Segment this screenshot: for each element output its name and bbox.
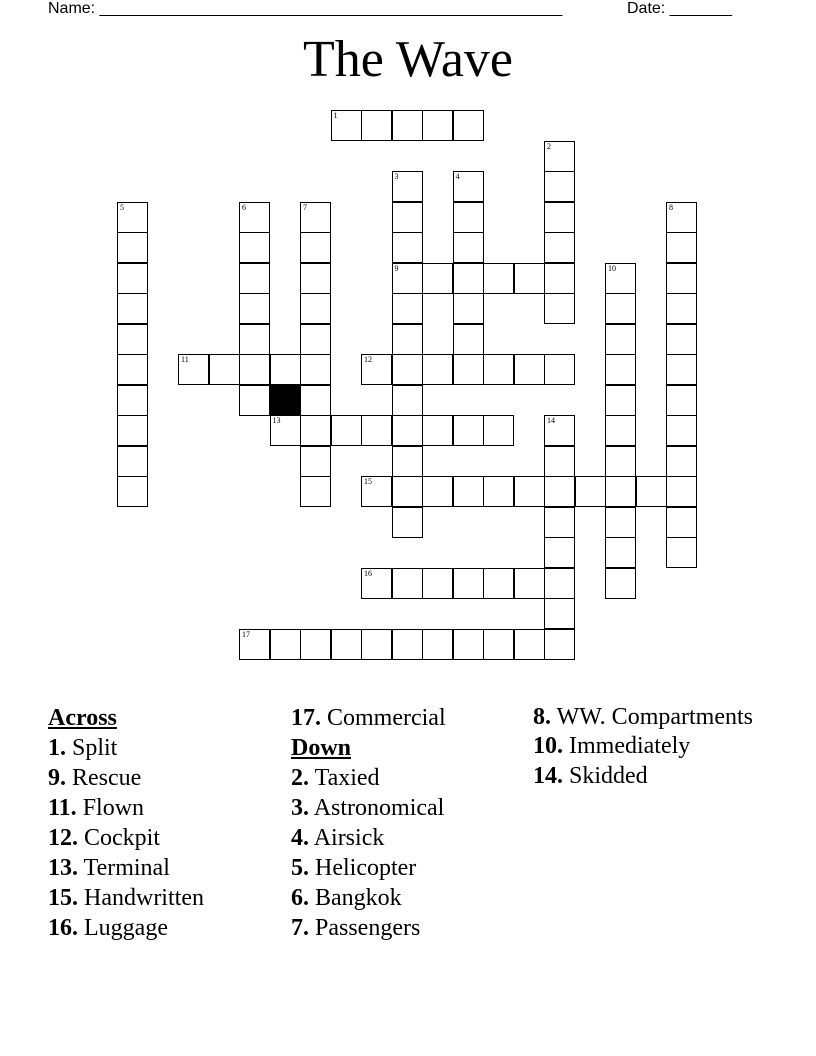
clue-down-6 — [291, 883, 526, 913]
clue-down-14 — [533, 761, 763, 791]
grid-cell[interactable] — [544, 141, 575, 172]
clue-down-4 — [291, 823, 526, 853]
grid-cell[interactable] — [117, 293, 148, 324]
clue-text: Skidded — [569, 763, 648, 789]
grid-cell[interactable] — [300, 232, 331, 263]
grid-cell[interactable] — [392, 263, 423, 294]
clue-number: 8. — [533, 704, 551, 730]
grid-cell[interactable] — [422, 110, 453, 141]
grid-cell[interactable] — [483, 568, 514, 599]
grid-cell[interactable] — [666, 202, 697, 233]
grid-cell[interactable] — [422, 629, 453, 660]
grid-cell[interactable] — [422, 354, 453, 385]
grid-cell[interactable] — [666, 263, 697, 294]
grid-cell[interactable] — [117, 415, 148, 446]
grid-cell[interactable] — [331, 415, 362, 446]
grid-cell[interactable] — [514, 476, 545, 507]
cell-number: 5 — [120, 202, 124, 212]
cell-number: 13 — [272, 416, 281, 425]
grid-cell[interactable] — [361, 476, 392, 507]
grid-cell[interactable] — [605, 507, 636, 538]
grid-cell[interactable] — [300, 385, 331, 416]
grid-cell[interactable] — [270, 629, 301, 660]
clue-text: Bangkok — [315, 885, 402, 911]
grid-cell[interactable] — [544, 476, 575, 507]
clue-down-2 — [291, 763, 526, 793]
clue-down-7 — [291, 913, 526, 943]
grid-cell[interactable] — [666, 293, 697, 324]
clue-across-16 — [48, 913, 283, 943]
clue-text: Commercial — [327, 705, 446, 731]
cell-number: 14 — [547, 416, 555, 425]
clue-number: 3. — [291, 795, 309, 821]
grid-cell[interactable] — [636, 476, 667, 507]
clue-text: Split — [72, 735, 118, 761]
grid-cell[interactable] — [392, 354, 423, 385]
clue-across-9 — [48, 763, 283, 793]
grid-cell[interactable] — [392, 446, 423, 477]
grid-cell[interactable] — [483, 354, 514, 385]
grid-cell[interactable] — [300, 415, 331, 446]
grid-cell[interactable] — [300, 629, 331, 660]
grid-cell[interactable] — [392, 324, 423, 355]
clue-text: Flown — [82, 795, 145, 821]
cell-number: 4 — [455, 172, 460, 181]
clue-across-1 — [48, 733, 283, 763]
grid-cell[interactable] — [544, 293, 575, 324]
clue-text: WW. Compartments — [556, 704, 753, 730]
cell-number: 17 — [242, 629, 250, 639]
grid-cell[interactable] — [300, 476, 331, 507]
grid-cell[interactable] — [544, 354, 575, 385]
grid-cell[interactable] — [605, 385, 636, 416]
grid-cell[interactable] — [361, 568, 392, 599]
down-heading: Down — [291, 735, 352, 761]
grid-cell[interactable] — [361, 110, 392, 141]
grid-cell[interactable] — [392, 385, 423, 416]
cell-number: 8 — [669, 202, 673, 212]
clue-text: Immediately — [569, 733, 691, 759]
grid-cell[interactable] — [300, 202, 331, 233]
grid-cell[interactable] — [453, 324, 484, 355]
grid-cell[interactable] — [666, 537, 697, 568]
clue-number: 13. — [48, 855, 78, 881]
clue-down-8 — [533, 703, 763, 731]
grid-cell[interactable] — [544, 446, 575, 477]
grid-cell[interactable] — [544, 598, 575, 629]
clue-number: 14. — [533, 763, 563, 789]
clue-text: Astronomical — [313, 795, 445, 821]
grid-cell[interactable] — [239, 324, 270, 355]
grid-cell[interactable] — [422, 415, 453, 446]
clue-number: 6. — [291, 885, 309, 911]
grid-cell[interactable] — [117, 202, 148, 233]
grid-cell[interactable] — [514, 354, 545, 385]
grid-cell[interactable] — [544, 507, 575, 538]
cell-number: 15 — [364, 477, 372, 486]
clue-column-3 — [533, 703, 763, 791]
grid-cell[interactable] — [453, 202, 484, 233]
grid-cell[interactable] — [453, 263, 484, 294]
grid-cell[interactable] — [453, 629, 484, 660]
grid-cell[interactable] — [514, 629, 545, 660]
grid-cell[interactable] — [544, 171, 575, 202]
grid-cell[interactable] — [666, 354, 697, 385]
grid-cell[interactable] — [392, 110, 423, 141]
clue-text: Luggage — [84, 915, 168, 941]
clue-number: 2. — [291, 765, 309, 791]
grid-cell[interactable] — [544, 629, 575, 660]
clue-down-10 — [533, 731, 763, 761]
grid-cell[interactable] — [666, 324, 697, 355]
clue-number: 15. — [48, 885, 78, 911]
grid-cell[interactable] — [392, 171, 423, 202]
grid-cell[interactable] — [392, 507, 423, 538]
grid-cell[interactable] — [666, 507, 697, 538]
grid-cell[interactable] — [605, 415, 636, 446]
grid-cell[interactable] — [575, 476, 606, 507]
grid-cell[interactable] — [117, 446, 148, 477]
grid-cell[interactable] — [514, 263, 545, 294]
clue-text: Cockpit — [84, 825, 160, 851]
clue-number: 9. — [48, 765, 66, 791]
cell-number: 9 — [394, 263, 399, 273]
grid-cell[interactable] — [453, 568, 484, 599]
clue-across-12 — [48, 823, 283, 853]
grid-cell[interactable] — [239, 263, 270, 294]
grid-cell[interactable] — [361, 415, 392, 446]
clue-across-13 — [48, 853, 283, 883]
grid-cell[interactable] — [666, 415, 697, 446]
clue-text: Airsick — [313, 825, 385, 851]
clue-number: 11. — [48, 795, 77, 821]
grid-cell[interactable] — [483, 629, 514, 660]
cell-number: 3 — [394, 172, 399, 181]
clue-number: 10. — [533, 733, 563, 759]
grid-cell[interactable] — [422, 263, 453, 294]
clue-number: 16. — [48, 915, 78, 941]
grid-cell[interactable] — [666, 385, 697, 416]
clue-number: 1. — [48, 735, 66, 761]
grid-cell[interactable] — [453, 354, 484, 385]
grid-cell[interactable] — [666, 232, 697, 263]
grid-cell[interactable] — [605, 537, 636, 568]
clue-text: Terminal — [83, 855, 170, 881]
clue-text: Rescue — [72, 765, 142, 791]
grid-cell[interactable] — [300, 293, 331, 324]
grid-cell[interactable] — [544, 537, 575, 568]
clue-text: Passengers — [315, 915, 421, 941]
grid-cell[interactable] — [300, 263, 331, 294]
grid-cell[interactable] — [117, 354, 148, 385]
grid-cell[interactable] — [239, 354, 270, 385]
grid-cell[interactable] — [239, 232, 270, 263]
clue-across-15 — [48, 883, 283, 913]
grid-cell[interactable] — [605, 293, 636, 324]
grid-cell[interactable] — [544, 568, 575, 599]
grid-cell[interactable] — [392, 629, 423, 660]
grid-cell[interactable] — [239, 293, 270, 324]
clue-down-5 — [291, 853, 526, 883]
grid-cell[interactable] — [605, 354, 636, 385]
clue-across-17 — [291, 703, 526, 733]
cell-number: 16 — [364, 568, 372, 578]
grid-cell[interactable] — [422, 568, 453, 599]
date-field[interactable]: Date: _______ — [627, 0, 732, 17]
grid-cell[interactable] — [605, 263, 636, 294]
grid-cell[interactable] — [239, 629, 270, 660]
grid-cell[interactable] — [392, 476, 423, 507]
grid-cell[interactable] — [422, 476, 453, 507]
clue-number: 5. — [291, 855, 309, 881]
grid-cell[interactable] — [392, 568, 423, 599]
grid-cell[interactable] — [392, 415, 423, 446]
grid-cell[interactable] — [270, 354, 301, 385]
grid-cell[interactable] — [300, 354, 331, 385]
clue-number: 4. — [291, 825, 309, 851]
clue-down-3 — [291, 793, 526, 823]
grid-cell[interactable] — [178, 354, 209, 385]
grid-cell[interactable] — [361, 354, 392, 385]
grid-cell[interactable] — [544, 415, 575, 446]
grid-cell[interactable] — [270, 415, 301, 446]
clue-column-1 — [48, 703, 283, 943]
grid-cell[interactable] — [117, 324, 148, 355]
clue-column-2 — [291, 703, 526, 943]
grid-cell[interactable] — [666, 476, 697, 507]
grid-cell[interactable] — [209, 354, 240, 385]
name-field[interactable]: Name: ____________________________________________________ — [48, 0, 563, 17]
grid-cell[interactable] — [117, 232, 148, 263]
grid-cell[interactable] — [544, 202, 575, 233]
grid-cell[interactable] — [605, 476, 636, 507]
clue-number: 12. — [48, 825, 78, 851]
grid-cell[interactable] — [239, 202, 270, 233]
across-heading: Across — [48, 705, 117, 731]
grid-cell[interactable] — [453, 293, 484, 324]
clue-number: 7. — [291, 915, 309, 941]
grid-cell[interactable] — [605, 324, 636, 355]
grid-cell[interactable] — [392, 232, 423, 263]
grid-cell[interactable] — [666, 446, 697, 477]
grid-cell[interactable] — [392, 202, 423, 233]
cell-number: 12 — [364, 355, 372, 364]
grid-cell[interactable] — [605, 446, 636, 477]
page-title: The Wave — [303, 31, 513, 88]
grid-cell[interactable] — [117, 263, 148, 294]
grid-cell[interactable] — [453, 110, 484, 141]
clue-number: 17. — [291, 705, 321, 731]
grid-cell[interactable] — [300, 446, 331, 477]
grid-cell[interactable] — [453, 171, 484, 202]
grid-cell[interactable] — [544, 232, 575, 263]
grid-cell[interactable] — [453, 476, 484, 507]
grid-cell[interactable] — [239, 385, 270, 416]
grid-cell[interactable] — [483, 476, 514, 507]
clue-text: Helicopter — [315, 855, 417, 881]
grid-cell[interactable] — [544, 263, 575, 294]
cell-number: 11 — [181, 355, 189, 364]
grid-cell[interactable] — [483, 415, 514, 446]
grid-cell[interactable] — [117, 476, 148, 507]
grid-cell[interactable] — [392, 293, 423, 324]
clue-text: Handwritten — [84, 885, 204, 911]
grid-cell[interactable] — [483, 263, 514, 294]
cell-number: 2 — [547, 141, 551, 151]
cell-number: 7 — [303, 202, 307, 212]
grid-cell[interactable] — [300, 324, 331, 355]
grid-cell[interactable] — [331, 629, 362, 660]
cell-number: 1 — [333, 111, 338, 120]
grid-cell[interactable] — [361, 629, 392, 660]
clue-across-11 — [48, 793, 283, 823]
grid-cell[interactable] — [117, 385, 148, 416]
grid-cell[interactable] — [514, 568, 545, 599]
grid-cell[interactable] — [331, 110, 362, 141]
black-cell — [270, 385, 301, 416]
grid-cell[interactable] — [453, 232, 484, 263]
grid-cell[interactable] — [605, 568, 636, 599]
grid-cell[interactable] — [453, 415, 484, 446]
cell-number: 6 — [242, 202, 246, 212]
clue-text: Taxied — [314, 765, 380, 791]
cell-number: 10 — [608, 263, 616, 273]
